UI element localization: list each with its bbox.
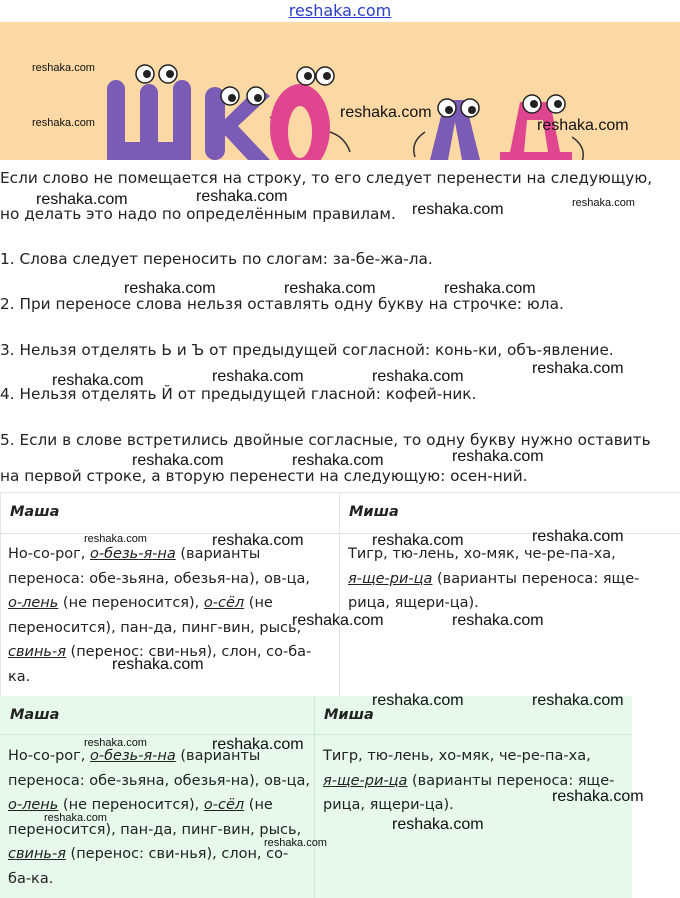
watermark: reshaka.com	[124, 280, 216, 297]
watermark: reshaka.com	[452, 448, 544, 465]
table1-misha-cell: Тигр, тю-лень, хо-мяк, че-ре-па-ха, я-ще-ри-ца (варианты переноса: яще- рица, ящери-ца).	[348, 546, 640, 612]
watermark: reshaka.com	[212, 368, 304, 385]
table2-masha-cell: Но-со-рог, о-безь-я-на (варианты переноса: обе-зьяна, обезья-на), ов-ца, о-лень (не переносится), о-сёл (не переносится), пан-да, пинг-вин, рысь, свинь-я (перенос: сви-нья), слон, со- ба-ка.	[8, 748, 310, 887]
rule-5-line-1: 5. Если в слове встретились двойные согласные, то одну букву нужно оставить	[0, 431, 651, 449]
watermark: reshaka.com	[372, 368, 464, 385]
rule-2: 2. При переносе слова нельзя оставлять одну букву на строчке: юла.	[0, 295, 564, 313]
site-link[interactable]: reshaka.com	[288, 1, 392, 20]
table1-masha-cell: Но-со-рог, о-безь-я-на (варианты переноса: обе-зьяна, обезья-на), ов-ца, о-лень (не переносится), о-сёл (не переносится), пан-да, пинг-вин, рысь, свинь-я (перенос: сви-нья), слон, со-ба- ка.	[8, 546, 312, 685]
watermark: reshaka.com	[392, 816, 484, 833]
intro-line-2: но делать это надо по определённым правилам.	[0, 205, 396, 223]
watermark: reshaka.com	[292, 612, 384, 629]
table1-masha-header: Маша	[10, 504, 60, 520]
watermark: reshaka.com	[532, 528, 624, 545]
watermark: reshaka.com	[132, 452, 224, 469]
watermark: reshaka.com	[292, 452, 384, 469]
rule-3: 3. Нельзя отделять Ь и Ъ от предыдущей согласной: конь-ки, объ-явление.	[0, 341, 614, 359]
watermark: reshaka.com	[112, 656, 204, 673]
watermark: reshaka.com	[212, 736, 304, 753]
watermark: reshaka.com	[84, 737, 147, 749]
watermark: reshaka.com	[452, 612, 544, 629]
watermark: reshaka.com	[444, 280, 536, 297]
watermark: reshaka.com	[340, 104, 432, 121]
table2-misha-cell: Тигр, тю-лень, хо-мяк, че-ре-па-ха, я-ще-ри-ца (варианты переноса: яще- рица, ящери-ца).	[323, 748, 615, 814]
header-banner	[0, 22, 680, 160]
watermark: reshaka.com	[32, 117, 95, 129]
rule-4: 4. Нельзя отделять Й от предыдущей гласной: кофей-ник.	[0, 385, 477, 403]
watermark: reshaka.com	[196, 188, 288, 205]
watermark: reshaka.com	[264, 837, 327, 849]
answers-table-2	[0, 696, 632, 898]
rule-1: 1. Слова следует переносить по слогам: за-бе-жа-ла.	[0, 250, 433, 268]
watermark: reshaka.com	[84, 533, 147, 545]
watermark: reshaka.com	[284, 280, 376, 297]
watermark: reshaka.com	[532, 692, 624, 709]
table2-masha-header: Маша	[10, 707, 60, 723]
watermark: reshaka.com	[552, 788, 644, 805]
watermark: reshaka.com	[537, 117, 629, 134]
watermark: reshaka.com	[44, 812, 107, 824]
rule-5-line-2: на первой строке, а вторую перенести на следующую: осен-ний.	[0, 467, 528, 485]
answers-table-1	[0, 492, 680, 696]
watermark: reshaka.com	[412, 201, 504, 218]
watermark: reshaka.com	[212, 532, 304, 549]
watermark: reshaka.com	[532, 360, 624, 377]
watermark: reshaka.com	[572, 197, 635, 209]
table2-misha-header: Миша	[324, 707, 374, 723]
watermark: reshaka.com	[36, 191, 128, 208]
watermark: reshaka.com	[32, 62, 95, 74]
table1-misha-header: Миша	[349, 504, 399, 520]
watermark: reshaka.com	[52, 372, 144, 389]
intro-line-1: Если слово не помещается на строку, то его следует перенести на следующую,	[0, 169, 653, 187]
watermark: reshaka.com	[372, 692, 464, 709]
watermark: reshaka.com	[372, 532, 464, 549]
school-letters-illustration	[0, 22, 680, 160]
